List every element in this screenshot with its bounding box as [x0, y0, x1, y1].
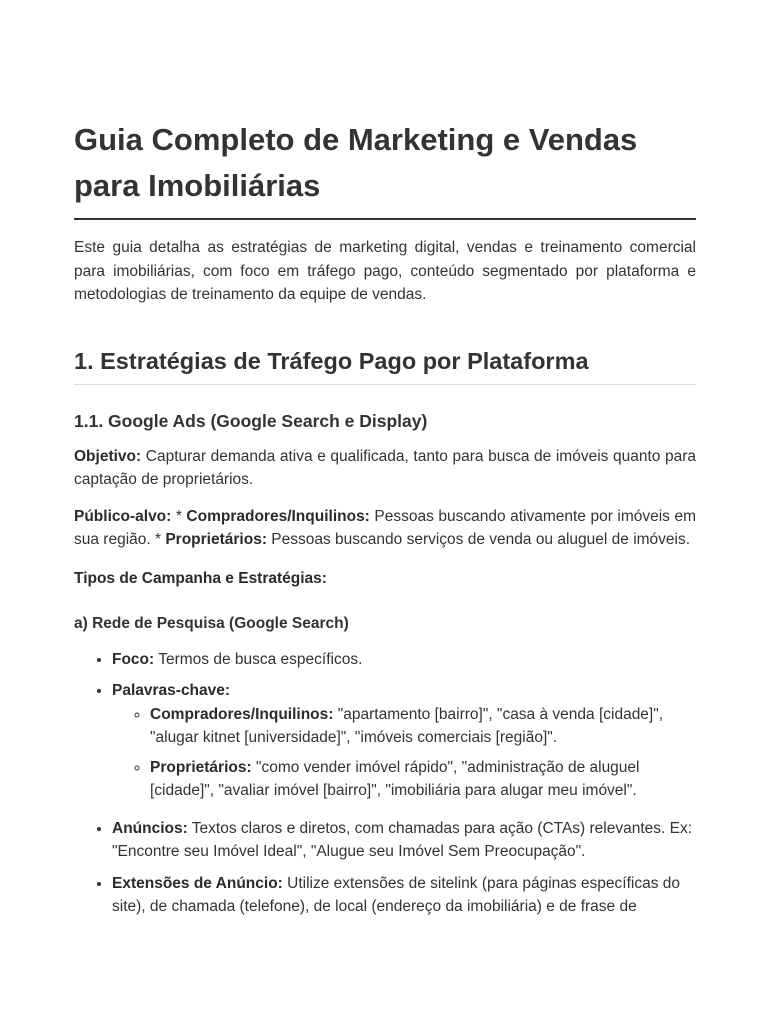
extensions-text: Utilize extensões de sitelink (para páginas específicas do site), de chamada (telefone), de local (endereço da imobiliária) e de frase de	[112, 874, 681, 915]
audience-buyers-label: Compradores/Inquilinos:	[186, 507, 370, 525]
focus-label: Foco:	[112, 650, 155, 668]
audience-paragraph	[74, 505, 696, 552]
audience-bullet-marker: *	[171, 507, 187, 525]
sublist-item-owners	[150, 756, 696, 803]
intro-paragraph: Este guia detalha as estratégias de marketing digital, vendas e treinamento comercial para imobiliárias, com foco em tráfego pago, conteúdo segmentado por plataforma e metodologias de treinamento da equipe de vendas.	[74, 239, 696, 303]
keywords-sublist	[112, 703, 696, 803]
kw-buyers-label: Compradores/Inquilinos:	[150, 705, 334, 723]
kw-owners-label: Proprietários:	[150, 758, 252, 776]
keywords-label: Palavras-chave:	[112, 682, 231, 699]
search-network-heading: a) Rede de Pesquisa (Google Search)	[74, 615, 349, 632]
strategy-list	[74, 648, 696, 919]
objective-label: Objetivo:	[74, 447, 142, 465]
ads-label: Anúncios:	[112, 819, 188, 837]
list-item-keywords	[112, 679, 696, 803]
campaign-types-label: Tipos de Campanha e Estratégias:	[74, 569, 327, 587]
audience-owners-text: Pessoas buscando serviços de venda ou aluguel de imóveis.	[266, 531, 691, 548]
section-heading: 1. Estratégias de Tráfego Pago por Plataforma	[74, 344, 696, 385]
audience-owners-label: Proprietários:	[165, 531, 267, 548]
objective-paragraph	[74, 445, 696, 492]
page-title: Guia Completo de Marketing e Vendas para Imobiliárias	[74, 117, 696, 220]
list-item-ads	[112, 817, 696, 864]
audience-buyers-text: Pessoas buscando ativamente por imóveis em sua região. *	[74, 507, 696, 548]
ads-text: Textos claros e diretos, com chamadas para ação (CTAs) relevantes. Ex: "Encontre seu Imóvel Ideal", "Alugue seu Imóvel Sem Preocupação".	[112, 819, 693, 860]
list-item-focus	[112, 648, 696, 672]
campaign-types-heading	[74, 567, 696, 591]
audience-label: Público-alvo:	[74, 507, 172, 525]
kw-owners-text: "como vender imóvel rápido", "administração de aluguel [cidade]", "avaliar imóvel [bairro]", "imobiliária para alugar meu imóvel".	[150, 758, 640, 799]
extensions-label: Extensões de Anúncio:	[112, 874, 283, 892]
subsection-heading: 1.1. Google Ads (Google Search e Display)	[74, 410, 428, 431]
focus-text: Termos de busca específicos.	[154, 650, 363, 668]
list-item-extensions	[112, 872, 696, 919]
document-content	[74, 117, 696, 927]
kw-buyers-text: "apartamento [bairro]", "casa à venda [cidade]", "alugar kitnet [universidade]", "imóveis comerciais [região]".	[150, 705, 664, 746]
objective-text: Capturar demanda ativa e qualificada, tanto para busca de imóveis quanto para captação de proprietários.	[74, 447, 696, 488]
sublist-item-buyers	[150, 703, 696, 750]
